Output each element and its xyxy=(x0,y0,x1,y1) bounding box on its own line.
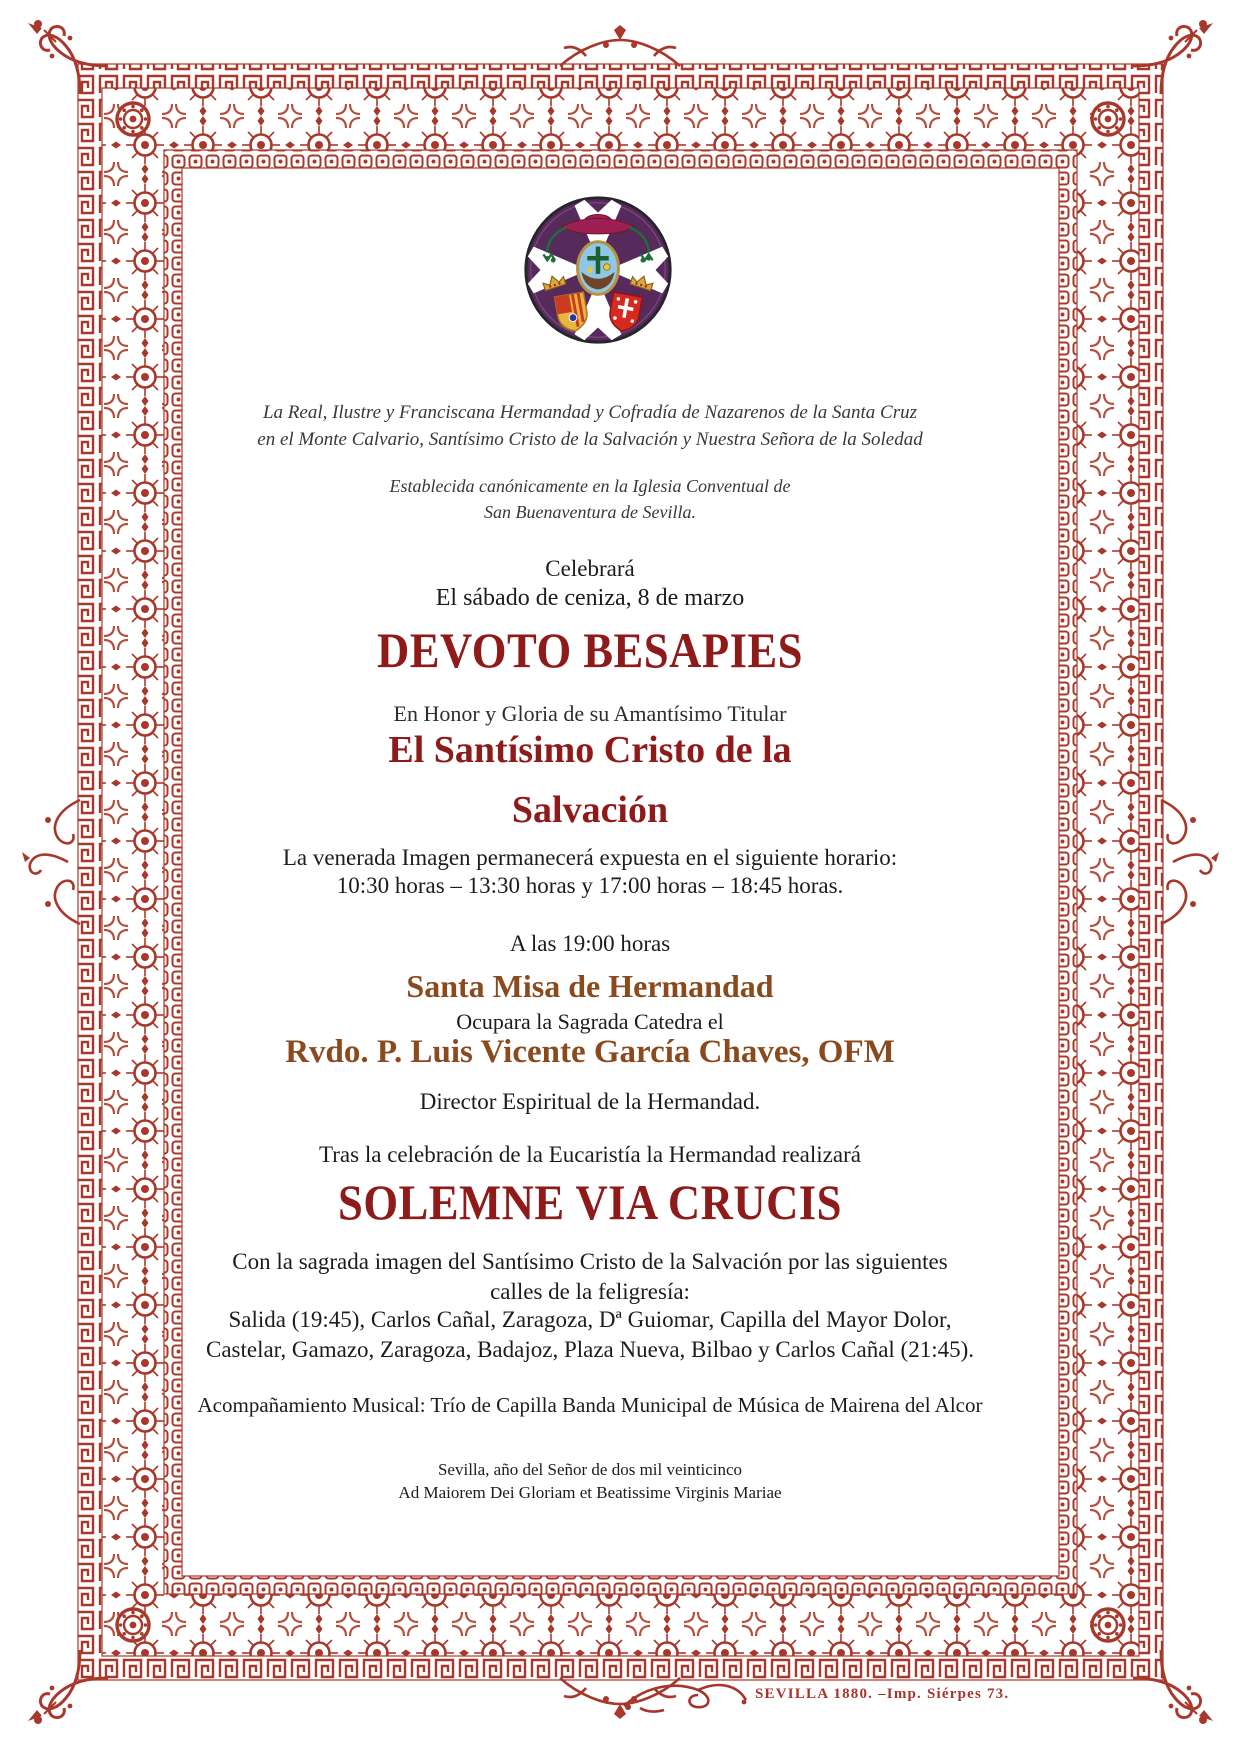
event-title: DEVOTO BESAPIES xyxy=(376,623,804,679)
viacrucis-title: SOLEMNE VIA CRUCIS xyxy=(338,1175,842,1231)
schedule-line1: La venerada Imagen permanecerá expuesta en el siguiente horario: xyxy=(282,845,898,870)
viacrucis-route-line1: Salida (19:45), Carlos Cañal, Zaragoza, Dª Guiomar, Capilla del Mayor Dolor, xyxy=(228,1307,952,1332)
org-name-line2: en el Monte Calvario, Santísimo Cristo de la Salvación y Nuestra Señora de la Soledad xyxy=(257,429,923,450)
viacrucis-desc-line2: calles de la feligresía: xyxy=(490,1279,690,1304)
mass-priest-role: Director Espiritual de la Hermandad. xyxy=(419,1089,761,1114)
schedule-line2: 10:30 horas – 13:30 horas y 17:00 horas – 18:45 horas. xyxy=(336,873,844,898)
footer-motto-line: Ad Maiorem Dei Gloriam et Beatissime Virginis Mariae xyxy=(398,1483,782,1502)
music-accompaniment: Acompañamiento Musical: Trío de Capilla Banda Municipal de Música de Mairena del Alcor xyxy=(197,1393,983,1417)
celebrate-label: Celebrará xyxy=(545,556,635,581)
event-date: El sábado de ceniza, 8 de marzo xyxy=(435,585,745,611)
viacrucis-route-line2: Castelar, Gamazo, Zaragoza, Badajoz, Plaza Nueva, Bilbao y Carlos Cañal (21:45). xyxy=(205,1337,975,1362)
hermandad-crest-icon xyxy=(520,192,676,348)
viacrucis-desc-line1: Con la sagrada imagen del Santísimo Cristo de la Salvación por las siguientes xyxy=(232,1249,948,1274)
dedication-line2: Salvación xyxy=(511,789,669,831)
org-name-line1: La Real, Ilustre y Franciscana Hermandad y Cofradía de Nazarenos de la Santa Cruz xyxy=(262,402,918,423)
dedication-line1: El Santísimo Cristo de la xyxy=(388,729,792,771)
printer-imprint: SEVILLA 1880. –Imp. Siérpes 73. xyxy=(755,1686,1010,1702)
mass-title: Santa Misa de Hermandad xyxy=(406,968,774,1004)
mass-priest: Rvdo. P. Luis Vicente García Chaves, OFM xyxy=(285,1034,895,1070)
established-line2: San Buenaventura de Sevilla. xyxy=(484,502,696,522)
mass-time: A las 19:00 horas xyxy=(509,931,671,956)
established-line1: Establecida canónicamente en la Iglesia Conventual de xyxy=(389,476,791,496)
mass-intro: Ocupara la Sagrada Catedra el xyxy=(456,1009,724,1034)
viacrucis-intro: Tras la celebración de la Eucaristía la Hermandad realizará xyxy=(319,1142,861,1167)
event-subtitle: En Honor y Gloria de su Amantísimo Titular xyxy=(393,701,787,726)
printer-flourish-icon xyxy=(620,1676,750,1720)
footer-year-line: Sevilla, año del Señor de dos mil veinticinco xyxy=(437,1460,743,1479)
